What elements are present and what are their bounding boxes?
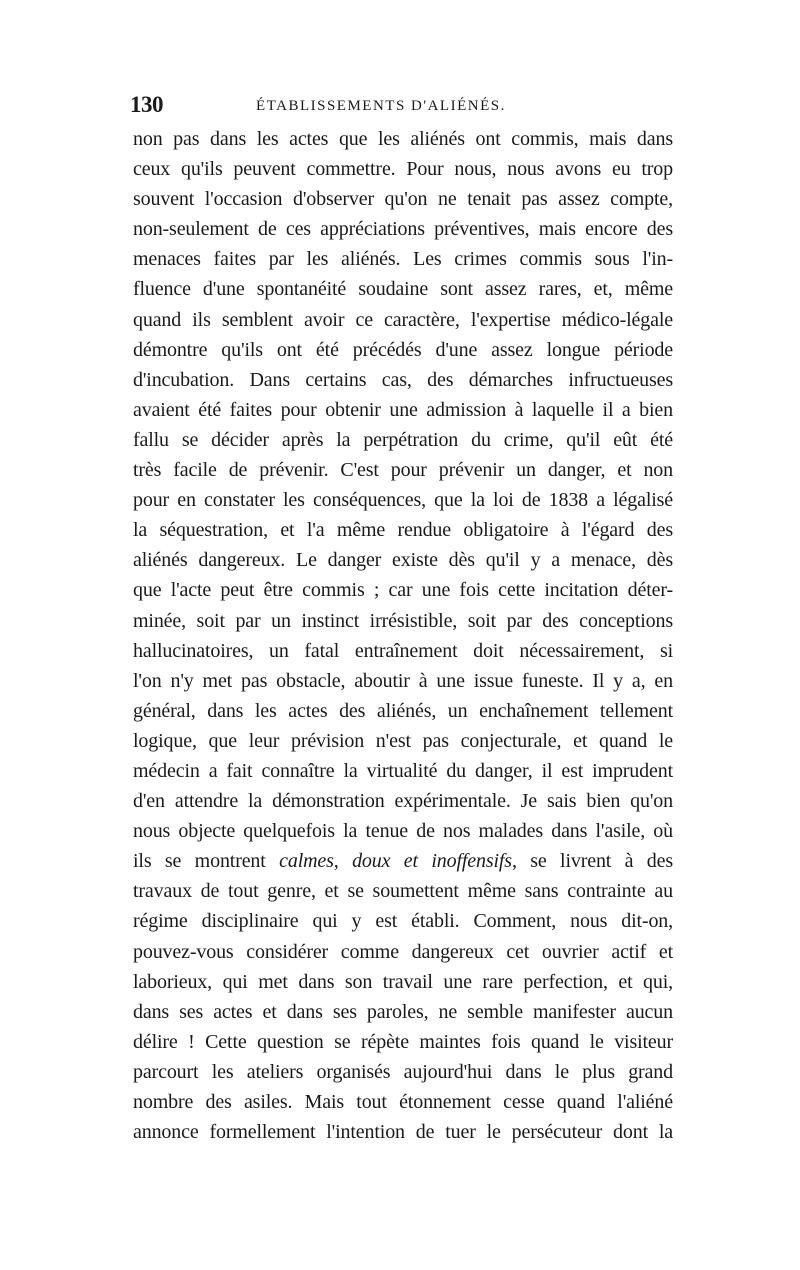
text-line: régime disciplinaire qui y est établi. Comment, nous dit-on, [133,910,673,933]
text-line: dans ses actes et dans ses paroles, ne semble manifester aucun [133,1000,673,1023]
text-line: fluence d'une spontanéité soudaine sont assez rares, et, même [133,278,673,301]
text-line: annonce formellement l'intention de tuer le persécuteur dont la [133,1121,673,1144]
text-line: quand ils semblent avoir ce caractère, l'expertise médico-légale [133,308,673,331]
text-line: hallucinatoires, un fatal entraînement doit nécessairement, si [133,639,673,662]
page-number: 130 [130,92,163,117]
text-line: parcourt les ateliers organisés aujourd'hui dans le plus grand [133,1060,673,1083]
text-line: médecin a fait connaître la virtualité du danger, il est imprudent [133,759,673,782]
text-line: pour en constater les conséquences, que la loi de 1838 a légalisé [133,489,673,512]
text-line: avaient été faites pour obtenir une admission à laquelle il a bien [133,398,673,421]
text-line: logique, que leur prévision n'est pas conjecturale, et quand le [133,729,673,752]
text-line: délire ! Cette question se répète maintes fois quand le visiteur [133,1030,673,1053]
text-run: , se livrent à des [511,850,674,873]
text-line: aliénés dangereux. Le danger existe dès qu'il y a menace, dès [133,549,673,572]
text-line: d'en attendre la démonstration expérimentale. Je sais bien qu'on [133,790,673,813]
italic-text: doux et inoffensifs [352,850,512,873]
text-run: , [333,850,353,873]
page-header [130,92,680,122]
text-line: ceux qu'ils peuvent commettre. Pour nous, nous avons eu trop [133,158,673,181]
text-line: que l'acte peut être commis ; car une fois cette incitation déter- [133,579,673,602]
text-line: souvent l'occasion d'observer qu'on ne tenait pas assez compte, [133,188,673,211]
text-line: laborieux, qui met dans son travail une rare perfection, et qui, [133,970,673,993]
running-title: ÉTABLISSEMENTS D'ALIÉNÉS. [256,98,506,114]
text-line: nous objecte quelquefois la tenue de nos malades dans l'asile, où [133,820,673,843]
text-line: démontre qu'ils ont été précédés d'une assez longue période [133,338,673,361]
text-run: ils se montrent [133,850,280,873]
text-line: non-seulement de ces appréciations préventives, mais encore des [133,218,673,241]
text-line: l'on n'y met pas obstacle, aboutir à une issue funeste. Il y a, en [133,669,673,692]
text-line: général, dans les actes des aliénés, un enchaînement tellement [133,699,673,722]
italic-text: calmes [279,850,334,873]
text-line: pouvez-vous considérer comme dangereux cet ouvrier actif et [133,940,673,963]
text-line: minée, soit par un instinct irrésistible, soit par des conceptions [133,609,673,632]
text-line: nombre des asiles. Mais tout étonnement cesse quand l'aliéné [133,1091,673,1113]
text-line: menaces faites par les aliénés. Les crimes commis sous l'in- [133,248,673,271]
text-line-with-italics [133,846,673,876]
body-paragraph [133,124,673,1147]
text-line: non pas dans les actes que les aliénés ont commis, mais dans [133,128,673,150]
text-line: fallu se décider après la perpétration du crime, qu'il eût été [133,428,673,451]
text-line: la séquestration, et l'a même rendue obligatoire à l'égard des [133,519,673,542]
text-line: très facile de prévenir. C'est pour prévenir un danger, et non [133,459,673,482]
text-line: d'incubation. Dans certains cas, des démarches infructueuses [133,368,673,391]
text-line: travaux de tout genre, et se soumettent même sans contrainte au [133,880,673,903]
